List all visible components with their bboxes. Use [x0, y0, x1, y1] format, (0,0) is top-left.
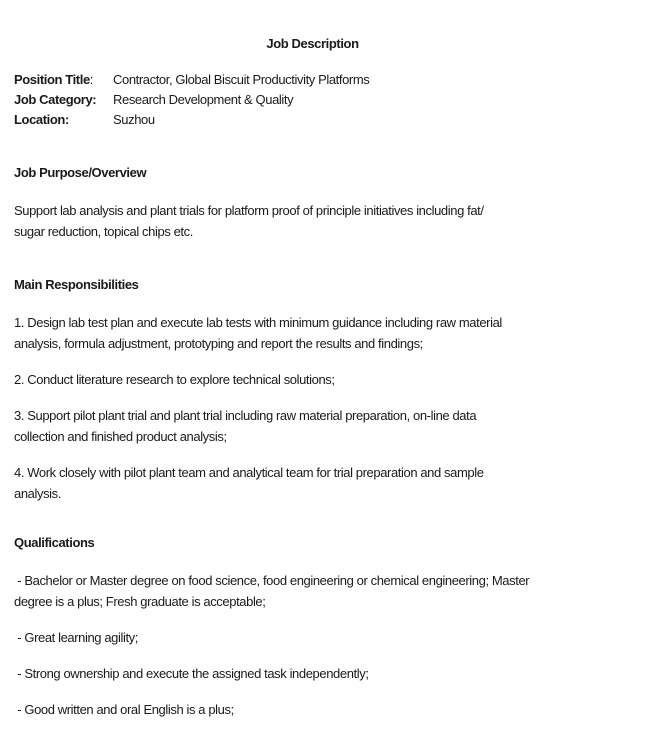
- text-line: 2. Conduct literature research to explore technical solutions;: [14, 372, 335, 387]
- meta-block: [14, 70, 611, 130]
- meta-row-location: [14, 110, 611, 130]
- paragraph: [14, 200, 611, 242]
- section: [14, 274, 611, 504]
- meta-label: Position Title:: [14, 72, 93, 87]
- paragraph: [14, 405, 611, 447]
- meta-value: Contractor, Global Biscuit Productivity Platforms: [113, 72, 370, 87]
- text-line: - Great learning agility;: [14, 630, 138, 645]
- meta-value: Research Development & Quality: [113, 92, 294, 107]
- meta-row-position-title: [14, 70, 611, 90]
- paragraph: [14, 570, 611, 612]
- meta-row-job-category: [14, 90, 611, 110]
- meta-label: Location:: [14, 112, 69, 127]
- text-line: - Strong ownership and execute the assigned task independently;: [14, 666, 369, 681]
- section-heading: Main Responsibilities: [14, 277, 139, 292]
- paragraph: [14, 462, 611, 504]
- text-line: Support lab analysis and plant trials for platform proof of principle initiatives including fat/: [14, 203, 484, 218]
- section: [14, 162, 611, 242]
- paragraph: [14, 312, 611, 354]
- section-heading: Job Purpose/Overview: [14, 165, 147, 180]
- text-line: degree is a plus; Fresh graduate is acceptable;: [14, 594, 266, 609]
- document-title: Job Description: [266, 36, 359, 51]
- section: [14, 532, 611, 720]
- text-line: sugar reduction, topical chips etc.: [14, 224, 193, 239]
- text-line: analysis, formula adjustment, prototyping and report the results and findings;: [14, 336, 423, 351]
- text-line: - Bachelor or Master degree on food science, food engineering or chemical engineering; Master: [14, 573, 530, 588]
- meta-value: Suzhou: [113, 112, 155, 127]
- text-line: 1. Design lab test plan and execute lab tests with minimum guidance including raw material: [14, 315, 502, 330]
- text-line: 4. Work closely with pilot plant team and analytical team for trial preparation and sample: [14, 465, 484, 480]
- section-heading: Qualifications: [14, 535, 95, 550]
- paragraph: [14, 627, 611, 648]
- paragraph: [14, 699, 611, 720]
- paragraph: [14, 663, 611, 684]
- text-line: collection and finished product analysis;: [14, 429, 227, 444]
- text-line: 3. Support pilot plant trial and plant trial including raw material preparation, on-line data: [14, 408, 477, 423]
- paragraph: [14, 369, 611, 390]
- text-line: analysis.: [14, 486, 61, 501]
- sections: [14, 162, 611, 720]
- meta-label: Job Category:: [14, 92, 97, 107]
- text-line: - Good written and oral English is a plus;: [14, 702, 234, 717]
